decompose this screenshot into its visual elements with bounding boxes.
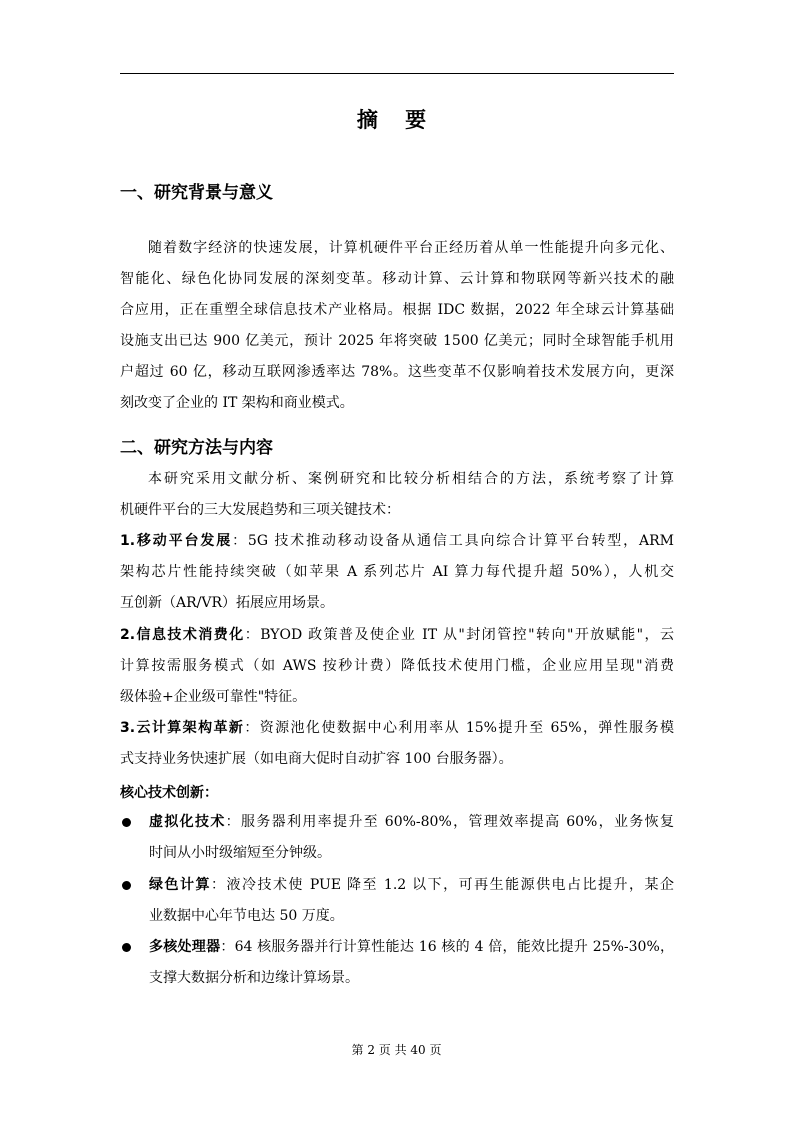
- paragraph-line: [149, 807, 674, 838]
- paragraph-line: 计算按需服务模式（如 AWS 按秒计费）降低技术使用门槛，企业应用呈现"消费: [120, 658, 674, 674]
- section-heading-background: 一、研究背景与意义: [120, 183, 273, 203]
- bullet-icon: [122, 881, 131, 890]
- paragraph-line: 机硬件平台的三大发展趋势和三项关键技术：: [120, 502, 400, 518]
- trend-label: 3.云计算架构革新: [120, 720, 245, 736]
- paragraph-line: 智能化、绿色化协同发展的深刻变革。移动计算、云计算和物联网等新兴技术的融: [120, 271, 674, 287]
- trend-text: 5G 技术推动移动设备从通信工具向综合计算平台转型，ARM: [247, 533, 674, 549]
- label-separator: ：: [244, 627, 261, 643]
- label-separator: ：: [204, 785, 218, 801]
- paragraph-line: 支撑大数据分析和边缘计算场景。: [149, 970, 359, 986]
- bullet-content: 液冷技术使 PUE 降至 1.2 以下，可再生能源供电占比提升，某企: [226, 877, 674, 893]
- label-separator: ：: [244, 720, 260, 736]
- label-separator: ：: [232, 533, 248, 549]
- label-separator: ：: [220, 939, 235, 955]
- core-tech-label: 核心技术创新: [120, 785, 204, 801]
- paragraph-line: 设施支出已达 900 亿美元，预计 2025 年将突破 1500 亿美元；同时全球智能手机用: [120, 333, 674, 349]
- label-separator: ：: [210, 877, 227, 893]
- trend-label: 1.移动平台发展: [120, 533, 233, 549]
- paragraph-line: 架构芯片性能持续突破（如苹果 A 系列芯片 AI 算力每代提升超 50%），人机交: [120, 564, 674, 580]
- paragraph-line: 本研究采用文献分析、案例研究和比较分析相结合的方法，系统考察了计算: [148, 471, 674, 487]
- bullet-text: [149, 932, 674, 994]
- trend-label: 2.信息技术消费化: [120, 627, 245, 643]
- page-footer: 第 2 页 共 40 页: [351, 1043, 442, 1057]
- background-paragraph: [120, 233, 674, 419]
- trend-cloud-architecture: [120, 713, 674, 775]
- paragraph-line: [149, 870, 674, 901]
- methods-intro-paragraph: [120, 464, 674, 526]
- bullet-label: 虚拟化技术: [149, 814, 226, 830]
- page-title: 摘 要: [356, 108, 437, 132]
- header-rule: [120, 73, 674, 74]
- bullet-icon: [122, 943, 131, 952]
- bullet-content: 64 核服务器并行计算性能达 16 核的 4 倍，能效比提升 25%-30%，: [234, 939, 674, 955]
- paragraph-line: 业数据中心年节电达 50 万度。: [149, 908, 344, 924]
- paragraph-line: 级体验+企业级可靠性"特征。: [120, 689, 307, 705]
- section-heading-methods: 二、研究方法与内容: [120, 438, 273, 458]
- trend-text: BYOD 政策普及使企业 IT 从"封闭管控"转向"开放赋能"，云: [260, 627, 674, 643]
- paragraph-line: 时间从小时级缩短至分钟级。: [149, 845, 331, 861]
- bullet-label: 绿色计算: [149, 877, 211, 893]
- paragraph-line: 随着数字经济的快速发展，计算机硬件平台正经历着从单一性能提升向多元化、: [148, 240, 674, 256]
- paragraph-line: 合应用，正在重塑全球信息技术产业格局。根据 IDC 数据，2022 年全球云计算基础: [120, 302, 674, 318]
- paragraph-line: [120, 713, 674, 744]
- bullet-text: [149, 870, 674, 932]
- trend-mobile-platform: [120, 526, 674, 619]
- label-separator: ：: [225, 814, 242, 830]
- trend-it-consumerization: [120, 620, 674, 713]
- paragraph-line: [120, 620, 674, 651]
- paragraph-line: 户超过 60 亿，移动互联网渗透率达 78%。这些变革不仅影响着技术发展方向，更深: [120, 364, 674, 380]
- trend-text: 资源池化使数据中心利用率从 15%提升至 65%，弹性服务模: [259, 720, 674, 736]
- bullet-content: 服务器利用率提升至 60%-80%，管理效率提高 60%，业务恢复: [241, 814, 674, 830]
- bullet-icon: [122, 818, 131, 827]
- paragraph-line: 互创新（AR/VR）拓展应用场景。: [120, 595, 335, 611]
- core-tech-heading: [120, 782, 218, 802]
- paragraph-line: [120, 526, 674, 557]
- paragraph-line: 式支持业务快速扩展（如电商大促时自动扩容 100 台服务器）。: [120, 751, 513, 767]
- paragraph-line: 刻改变了企业的 IT 架构和商业模式。: [120, 395, 354, 411]
- paragraph-line: [149, 932, 674, 963]
- bullet-text: [149, 807, 674, 869]
- bullet-label: 多核处理器: [149, 939, 221, 955]
